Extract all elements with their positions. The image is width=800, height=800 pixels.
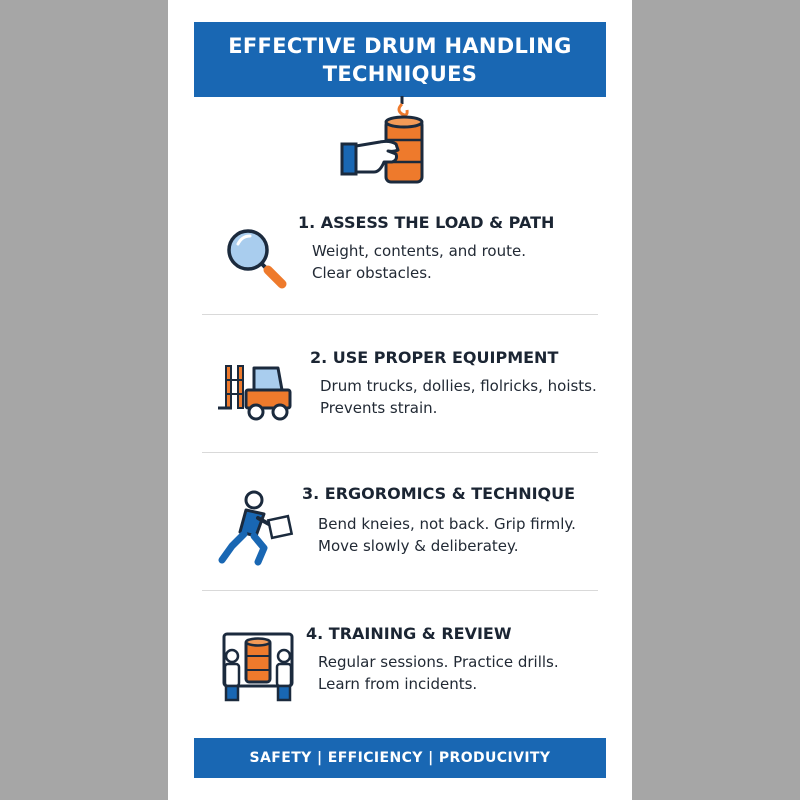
divider-1 [202,314,598,315]
divider-2 [202,452,598,453]
title-line-2: TECHNIQUES [322,61,478,86]
step-4-title: 4. TRAINING & REVIEW [306,624,512,643]
infographic-page [168,0,632,800]
step-3 [204,484,604,594]
step-4-line-1: Regular sessions. Practice drills. [318,653,559,671]
title-banner [194,22,606,97]
step-3-description [318,513,576,557]
divider-3 [202,590,598,591]
hand-holding-drum-icon [340,96,436,188]
step-1-line-1: Weight, contents, and route. [312,242,526,260]
step-2-title: 2. USE PROPER EQUIPMENT [310,348,559,367]
step-2-line-1: Drum trucks, dollies, flolricks, hoists. [320,377,597,395]
step-1-line-2: Clear obstacles. [312,264,432,282]
team-training-icon [218,630,298,710]
step-1-title: 1. ASSESS THE LOAD & PATH [298,213,555,232]
worker-lifting-icon [218,488,298,568]
step-4-line-2: Learn from incidents. [318,675,478,693]
title-line-1: EFFECTIVE DRUM HANDLING [228,33,572,58]
step-2-line-2: Prevents strain. [320,399,438,417]
step-2-description [320,375,597,419]
footer-banner: SAFETY | EFFICIENCY | PRODUCIVITY [194,738,606,778]
step-3-line-1: Bend kneies, not back. Grip firmly. [318,515,576,533]
step-1 [204,210,604,320]
step-3-line-2: Move slowly & deliberatey. [318,537,519,555]
forklift-icon [218,352,298,432]
step-2 [204,346,604,456]
step-4 [204,622,604,732]
step-4-description [318,651,559,695]
magnifying-glass-icon [218,220,298,300]
step-3-title: 3. ERGOROMICS & TECHNIQUE [302,484,576,503]
step-1-description [312,240,526,284]
